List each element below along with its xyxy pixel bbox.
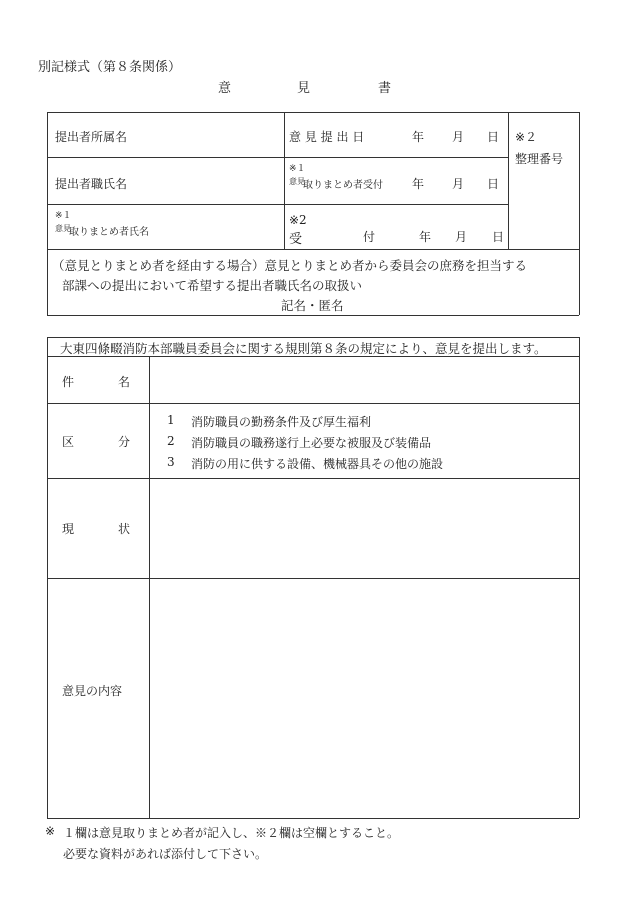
- footnote-line-1: １欄は意見取りまとめ者が記入し、※２欄は空欄とすること。: [63, 826, 400, 840]
- name-label: 提出者職氏名: [55, 177, 128, 191]
- collector-name-small-label: 意見: [55, 224, 71, 233]
- category-label-1: 区: [62, 435, 75, 449]
- status-label-2: 状: [118, 522, 131, 536]
- handling-line-1: （意見とりまとめ者を経由する場合）意見とりまとめ者から委員会の庶務を担当する: [52, 258, 528, 273]
- receipt-date-month: 月: [455, 230, 468, 244]
- status-label-1: 現: [62, 522, 75, 536]
- collector-receipt-label: 取りまとめ者受付: [303, 180, 383, 191]
- collector-name-label: 取りまとめ者氏名: [69, 227, 149, 238]
- category-1-num: 1: [167, 413, 175, 427]
- submit-date-label: 意 見 提 出 日: [289, 130, 365, 144]
- receipt-year: 年: [412, 177, 425, 191]
- category-label-2: 分: [118, 435, 131, 449]
- collector-name-note-mark: ※１: [55, 211, 72, 221]
- category-1-text: 消防職員の勤務条件及び厚生福利: [191, 415, 372, 429]
- receipt-date-day: 日: [492, 230, 505, 244]
- receipt-mark-2: ※2: [289, 213, 307, 227]
- footnote-line-2: 必要な資料があれば添付して下さい。: [63, 847, 268, 861]
- submit-date-month: 月: [452, 130, 465, 144]
- receipt-day: 日: [487, 177, 500, 191]
- intro-text: 大東四條畷消防本部職員委員会に関する規則第８条の規定により、意見を提出します。: [60, 341, 547, 356]
- subject-label-2: 名: [118, 375, 131, 389]
- receipt-date-year: 年: [419, 230, 432, 244]
- receipt-label-1: 受: [289, 232, 303, 247]
- category-3-num: 3: [167, 455, 175, 469]
- title-char-1: 意: [218, 81, 232, 96]
- receipt-month: 月: [452, 177, 465, 191]
- title-char-3: 書: [378, 81, 392, 96]
- ref-no-label: 整理番号: [515, 152, 564, 166]
- category-2-text: 消防職員の職務遂行上必要な被服及び装備品: [191, 436, 432, 450]
- affiliation-label: 提出者所属名: [55, 130, 128, 144]
- title-char-2: 見: [297, 81, 311, 96]
- category-3-text: 消防の用に供する設備、機械器具その他の施設: [191, 457, 444, 471]
- submit-date-day: 日: [487, 130, 500, 144]
- handling-choice: 記名・匿名: [281, 298, 344, 313]
- collector-receipt-note-mark: ※１: [289, 164, 306, 174]
- content-label: 意見の内容: [62, 684, 123, 698]
- category-2-num: 2: [167, 434, 175, 448]
- form-label: 別記様式（第８条関係）: [38, 60, 182, 75]
- handling-line-2: 部課への提出において希望する提出者職氏名の取扱い: [62, 278, 363, 293]
- subject-label-1: 件: [62, 375, 75, 389]
- ref-mark-2: ※２: [515, 130, 538, 144]
- receipt-label-2: 付: [363, 230, 376, 244]
- collector-receipt-small-label: 意見: [289, 177, 305, 186]
- footnote-mark: ※: [45, 824, 56, 838]
- submit-date-year: 年: [412, 130, 425, 144]
